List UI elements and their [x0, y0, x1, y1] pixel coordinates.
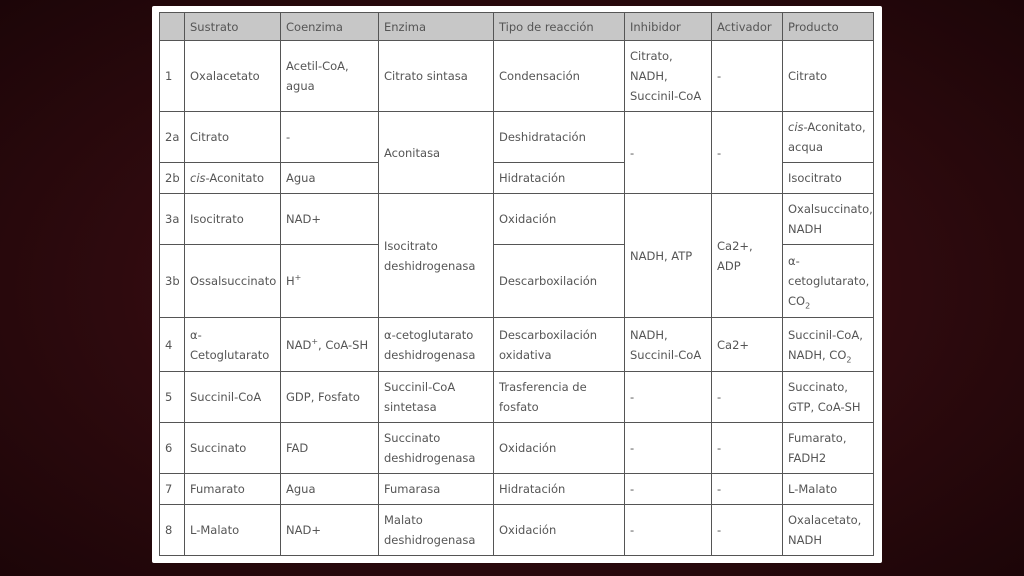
product-cell: Citrato [783, 41, 874, 112]
header-cell: Inhibidor [625, 13, 712, 41]
step-cell: 3b [160, 245, 185, 318]
substrate-cell [185, 163, 281, 194]
coenzyme-cell [281, 245, 379, 318]
table-row [160, 112, 874, 163]
reaction-type-cell: Oxidación [494, 505, 625, 556]
inhibitor-cell: Citrato, NADH, Succinil-CoA [625, 41, 712, 112]
enzyme-cell: Isocitrato deshidrogenasa [379, 194, 494, 318]
coenzyme-cell: GDP, Fosfato [281, 372, 379, 423]
reaction-type-cell: Oxidación [494, 423, 625, 474]
superscript: + [311, 336, 319, 346]
enzyme-cell: Succinato deshidrogenasa [379, 423, 494, 474]
reaction-type-cell: Oxidación [494, 194, 625, 245]
reaction-type-cell: Condensación [494, 41, 625, 112]
enzyme-cell: Citrato sintasa [379, 41, 494, 112]
table-row [160, 41, 874, 112]
table-row [160, 505, 874, 556]
coenzyme-cell [281, 318, 379, 372]
step-cell: 6 [160, 423, 185, 474]
inhibitor-cell: - [625, 505, 712, 556]
reaction-type-cell: Descarboxilación [494, 245, 625, 318]
coenzyme-cell: NAD+ [281, 505, 379, 556]
table-row [160, 372, 874, 423]
enzyme-cell: Succinil-CoA sintetasa [379, 372, 494, 423]
inhibitor-cell: NADH, ATP [625, 194, 712, 318]
inhibitor-cell: - [625, 474, 712, 505]
reaction-type-cell: Hidratación [494, 474, 625, 505]
substrate-cell: Citrato [185, 112, 281, 163]
coenzyme-text: H [286, 274, 295, 288]
substrate-cell: Ossalsuccinato [185, 245, 281, 318]
product-cell: L-Malato [783, 474, 874, 505]
activator-cell: Ca2+ [712, 318, 783, 372]
substrate-cell: Isocitrato [185, 194, 281, 245]
subscript: 2 [805, 301, 811, 311]
coenzyme-cell: Agua [281, 163, 379, 194]
table-row [160, 194, 874, 245]
coenzyme-text: NAD [286, 337, 312, 352]
superscript: + [294, 273, 302, 283]
header-cell: Sustrato [185, 13, 281, 41]
step-cell: 4 [160, 318, 185, 372]
product-cell [783, 245, 874, 318]
reaction-type-cell: Deshidratación [494, 112, 625, 163]
table-row [160, 474, 874, 505]
step-cell: 7 [160, 474, 185, 505]
activator-cell: - [712, 112, 783, 194]
substrate-cell: Oxalacetato [185, 41, 281, 112]
reaction-type-cell: Hidratación [494, 163, 625, 194]
step-cell: 3a [160, 194, 185, 245]
activator-cell: - [712, 41, 783, 112]
product-text: Succinil-CoA, NADH, CO [788, 327, 863, 362]
product-cell: Oxalsuccinato, NADH [783, 194, 874, 245]
enzyme-cell: α-cetoglutarato deshidrogenasa [379, 318, 494, 372]
header-cell: Tipo de reacción [494, 13, 625, 41]
table-row [160, 318, 874, 372]
product-text: -Aconitato, acqua [788, 120, 866, 154]
inhibitor-cell: - [625, 423, 712, 474]
activator-cell: - [712, 423, 783, 474]
slide-frame [152, 6, 882, 563]
activator-cell: - [712, 372, 783, 423]
product-cell: Succinato, GTP, CoA-SH [783, 372, 874, 423]
substrate-cell: Fumarato [185, 474, 281, 505]
krebs-cycle-table [159, 12, 874, 556]
activator-cell: - [712, 474, 783, 505]
step-cell: 2a [160, 112, 185, 163]
header-cell: Activador [712, 13, 783, 41]
header-cell: Coenzima [281, 13, 379, 41]
enzyme-cell: Aconitasa [379, 112, 494, 194]
coenzyme-cell: NAD+ [281, 194, 379, 245]
table-row [160, 423, 874, 474]
substrate-text: -Aconitato [205, 171, 265, 185]
inhibitor-cell: - [625, 112, 712, 194]
substrate-cell: Succinil-CoA [185, 372, 281, 423]
step-cell: 8 [160, 505, 185, 556]
coenzyme-text: , CoA-SH [318, 337, 369, 352]
header-cell [160, 13, 185, 41]
inhibitor-cell: - [625, 372, 712, 423]
product-cell [783, 318, 874, 372]
enzyme-cell: Fumarasa [379, 474, 494, 505]
step-cell: 5 [160, 372, 185, 423]
coenzyme-cell: Agua [281, 474, 379, 505]
substrate-cell: Succinato [185, 423, 281, 474]
reaction-type-cell: Descarboxilación oxidativa [494, 318, 625, 372]
italic-prefix: cis [190, 171, 206, 185]
italic-prefix: cis [788, 120, 804, 134]
coenzyme-cell: Acetil-CoA, agua [281, 41, 379, 112]
coenzyme-cell: FAD [281, 423, 379, 474]
subscript: 2 [846, 354, 852, 364]
step-cell: 1 [160, 41, 185, 112]
coenzyme-cell: - [281, 112, 379, 163]
product-text: α-cetoglutarato, CO [788, 254, 870, 308]
table-header-row [160, 13, 874, 41]
product-cell: Oxalacetato, NADH [783, 505, 874, 556]
activator-cell: Ca2+, ADP [712, 194, 783, 318]
product-cell: Fumarato, FADH2 [783, 423, 874, 474]
substrate-cell: L-Malato [185, 505, 281, 556]
step-cell: 2b [160, 163, 185, 194]
activator-cell: - [712, 505, 783, 556]
header-cell: Producto [783, 13, 874, 41]
product-cell: Isocitrato [783, 163, 874, 194]
enzyme-cell: Malato deshidrogenasa [379, 505, 494, 556]
header-cell: Enzima [379, 13, 494, 41]
inhibitor-cell: NADH, Succinil-CoA [625, 318, 712, 372]
reaction-type-cell: Trasferencia de fosfato [494, 372, 625, 423]
product-cell [783, 112, 874, 163]
substrate-cell: α-Cetoglutarato [185, 318, 281, 372]
